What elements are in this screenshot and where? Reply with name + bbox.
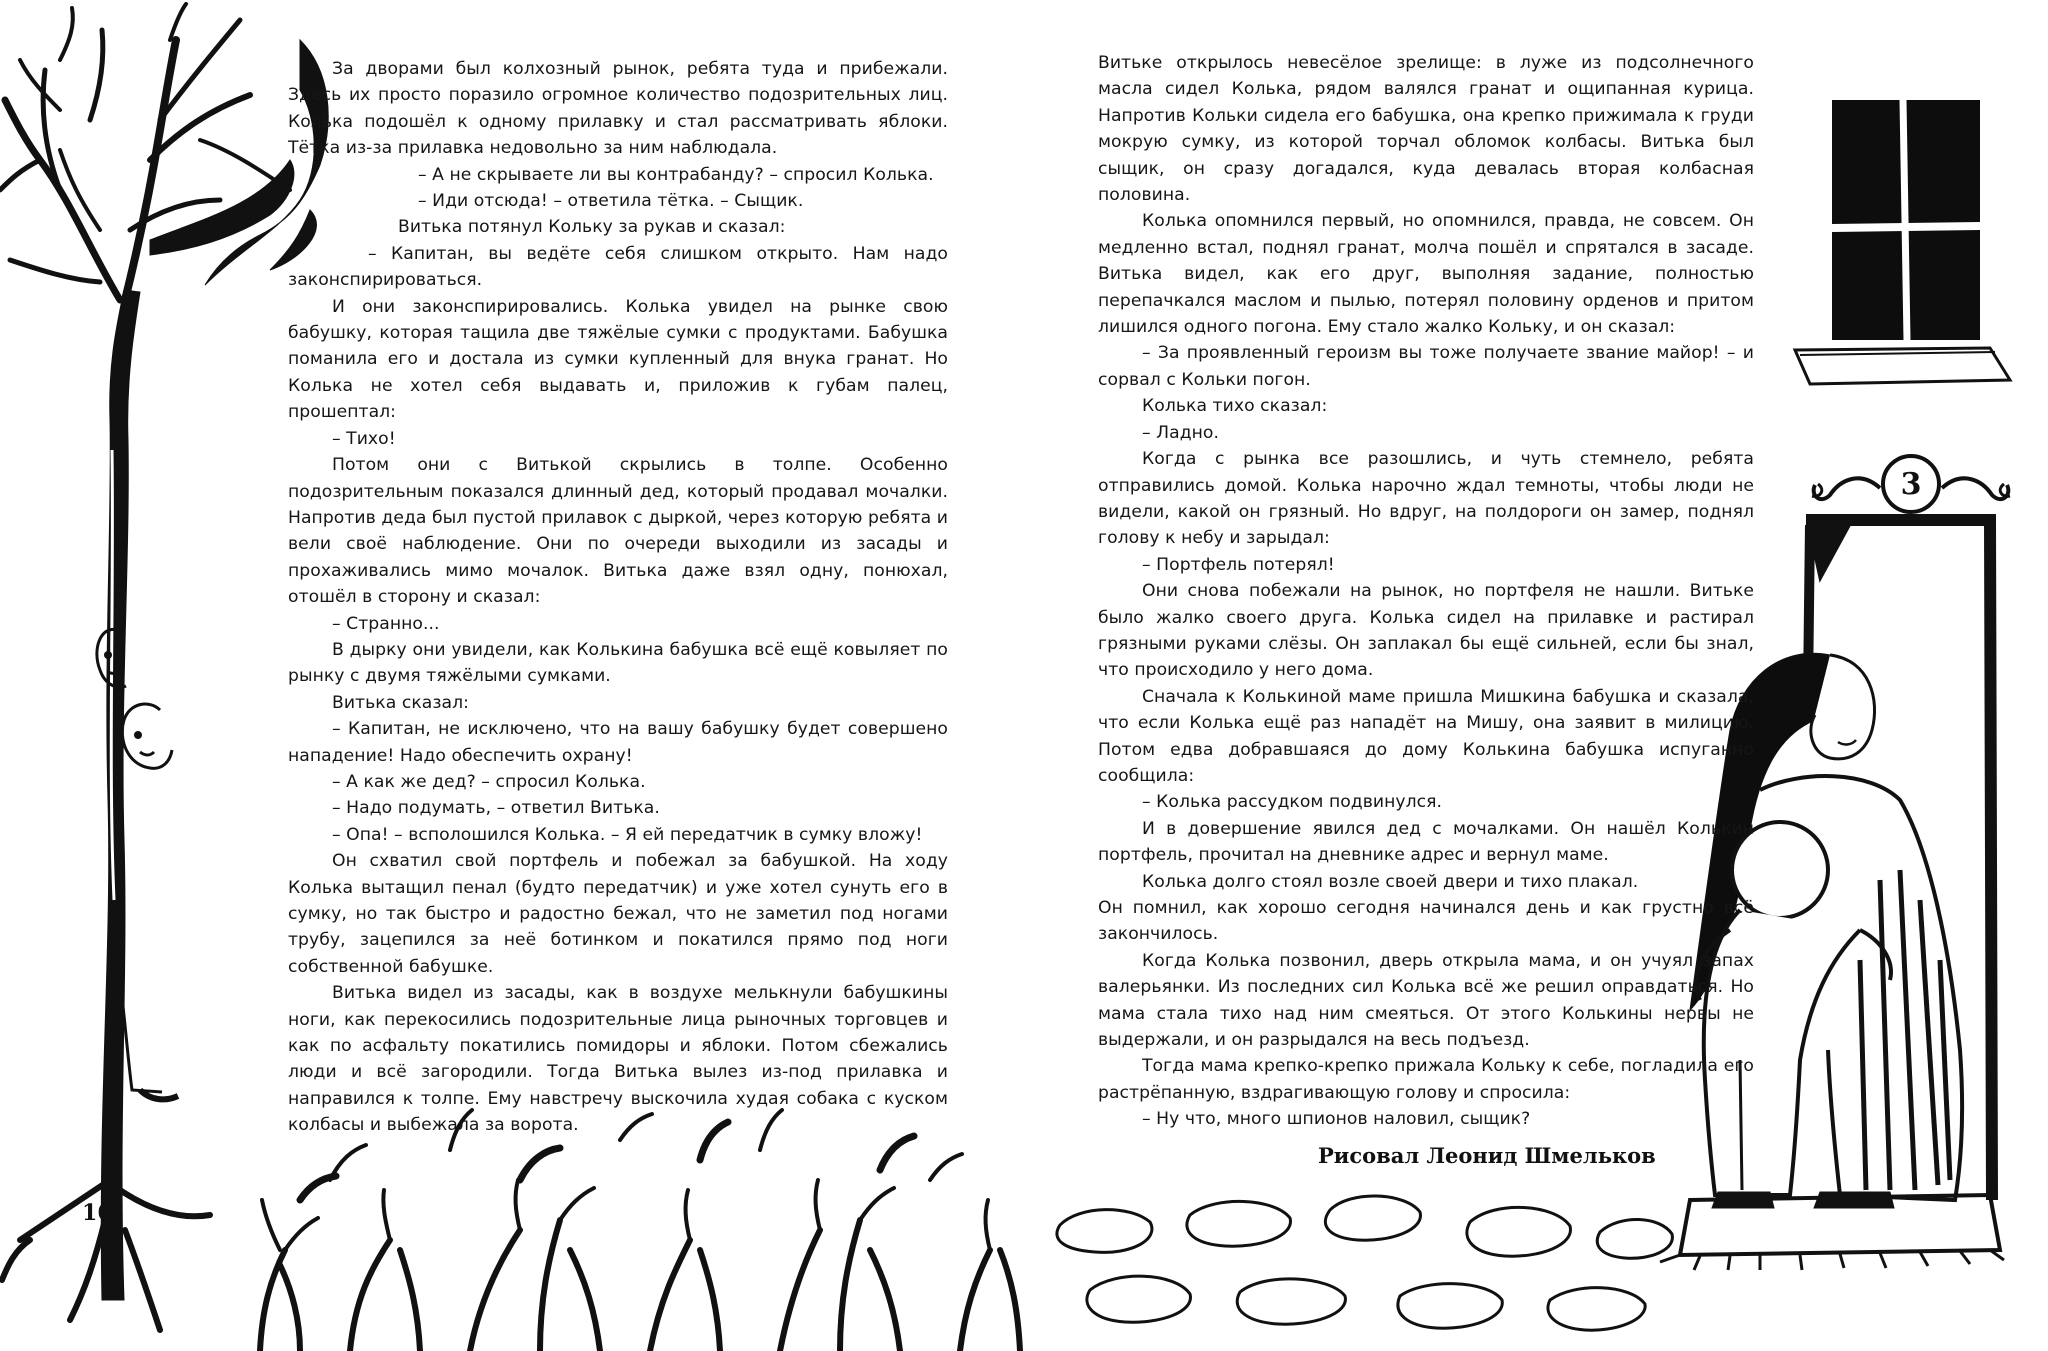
paragraph: Они снова побежали на рынок, но портфеля не нашли. Витьке было жалко своего друга. Колька сидел на прилавке и растирал грязными руками слёзы. Он заплакал бы ещё сильней, если бы знал, что происходило у него дома. <box>1098 581 1754 681</box>
paragraph: – Капитан, не исключено, что на вашу бабушку будет совершено нападение! Надо обеспечить охрану! <box>288 719 948 766</box>
paragraph: – Странно... <box>332 613 440 634</box>
window-icon <box>1795 100 2010 384</box>
illustrator-credit: Рисовал Леонид Шмельков <box>1318 1143 1656 1168</box>
paragraph: Колька тихо сказал: <box>1142 396 1328 417</box>
paragraph: Витька потянул Кольку за рукав и сказал: <box>398 217 786 238</box>
paragraph: – Ну что, много шпионов наловил, сыщик? <box>1142 1109 1531 1130</box>
paragraph: Он схватил свой портфель и побежал за бабушкой. На ходу Колька вытащил пенал (будто передатчик) и уже хотел сунуть его в сумку, но так быстро и радостно бежал, что не заметил под ногами трубу, зацепился за неё ботинком и покатился прямо под ноги собственной бабушке. <box>288 851 948 977</box>
page-number: 16 <box>82 1200 113 1226</box>
paragraph: За дворами был колхозный рынок, ребята туда и прибежали. Здесь их просто поразило огромное количество подозрительных лиц. Колька подошёл к одному прилавку и стал рассматривать яблоки. Тётка из-за прилавка недовольно за ним наблюдала. <box>288 59 948 159</box>
paragraph: И они законспирировались. Колька увидел на рынке свою бабушку, которая тащила две тяжёлые сумки с продуктами. Бабушка поманила его и достала из сумки купленный для внука гранат. Но Колька не хотел себя выдавать и, приложив к губам палец, прошептал: <box>288 296 948 423</box>
paragraph: Колька опомнился первый, но опомнился, правда, не совсем. Он медленно встал, поднял гранат, молча пошёл и спрятался в засаде. Витька видел, как его друг, выполняя задание, полностью перепачкался маслом и пылью, потерял половину орденов и притом лишился одного погона. Ему стало жалко Кольку, и он сказал: <box>1098 211 1754 338</box>
paragraph: Потом они с Витькой скрылись в толпе. Особенно подозрительным показался длинный дед, который продавал мочалки. Напротив деда был пустой прилавок с дыркой, через которую ребята и вели своё наблюдение. Они по очереди выходили из засады и прохаживались мимо мочалок. Витька даже взял одну, понюхал, отошёл в сторону и сказал: <box>288 455 948 608</box>
paragraph: Он помнил, как хорошо сегодня начинался день и как грустно всё закончилось. <box>1098 898 1754 945</box>
paragraph: – А не скрываете ли вы контрабанду? – спросил Колька. <box>418 164 934 185</box>
paragraph: – Надо подумать, – ответил Витька. <box>332 798 660 819</box>
ink-tree-icon <box>0 4 328 1330</box>
paragraph: – Ладно. <box>1142 422 1220 443</box>
paragraph: – Капитан, вы ведёте себя слишком открыто. Нам надо законспирироваться. <box>288 243 948 291</box>
paragraph: В дырку они увидели, как Колькина бабушка всё ещё ковыляет по рынку с двумя тяжёлыми сумками. <box>288 639 948 687</box>
paragraph: Витьке открылось невесёлое зрелище: в луже из подсолнечного масла сидел Колька, рядом валялся гранат и ощипанная курица. Напротив Кольки сидела его бабушка, она крепко прижимала к груди мокрую сумку, из которой торчал обломок колбасы. Витька был сыщик, он сразу догадался, куда девалась вторая колбасная половина. <box>1098 53 1754 206</box>
grass-tufts-icon <box>260 1110 1020 1351</box>
paragraph: – Портфель потерял! <box>1142 554 1335 575</box>
paragraph: Когда Колька позвонил, дверь открыла мама, и он учуял запах валерьянки. Из последних сил Колька всё же решил оправдаться. Но мама стала тихо над ним смеяться. От этого Колькины нервы не выдержали, и он разрыдался на весь подъезд. <box>1098 950 1754 1051</box>
paragraph: Сначала к Колькиной маме пришла Мишкина бабушка и сказала, что если Колька ещё раз нападёт на Мишу, она заявит в милицию. Потом едва добравшаяся до дому Колькина бабушка испуганно сообщила: <box>1098 686 1754 786</box>
left-page-text <box>288 56 948 1139</box>
paragraph: Тогда мама крепко-крепко прижала Кольку к себе, погладила его растрёпанную, вздрагивающую голову и спросила: <box>1098 1056 1754 1103</box>
right-page-text <box>1098 50 1754 1133</box>
stepping-stones-icon <box>1057 1196 1672 1330</box>
paragraph: – За проявленный героизм вы тоже получаете звание майор! – и сорвал с Кольки погон. <box>1098 343 1754 390</box>
paragraph: – Колька рассудком подвинулся. <box>1142 792 1443 813</box>
paragraph: Колька долго стоял возле своей двери и тихо плакал. <box>1142 871 1639 892</box>
paragraph: – Иди отсюда! – ответила тётка. – Сыщик. <box>418 191 804 212</box>
paragraph: – Опа! – всполошился Колька. – Я ей передатчик в сумку вложу! <box>332 824 923 845</box>
paragraph: – А как же дед? – спросил Колька. <box>332 771 646 792</box>
paragraph: Витька сказал: <box>332 692 469 713</box>
door-number: 3 <box>1900 466 1922 502</box>
paragraph: И в довершение явился дед с мочалками. Он нашёл Колькин портфель, прочитал на дневнике адрес и вернул маме. <box>1098 818 1754 866</box>
paragraph: Когда с рынка все разошлись, и чуть стемнело, ребята отправились домой. Колька нарочно ждал темноты, чтобы люди не видели, какой он грязный. Но вдруг, на полдороги он замер, поднял голову к небу и зарыдал: <box>1098 449 1754 549</box>
paragraph: Витька видел из засады, как в воздухе мелькнули бабушкины ноги, как перекосились подозрительные лица рыночных торговцев и как по асфальту покатились помидоры и яблоки. Потом сбежались люди и всё загородили. Тогда Витька вылез из-под прилавка и направился к толпе. Ему навстречу выскочила худая собака с куском колбасы и выбежала за ворота. <box>288 983 948 1136</box>
paragraph: – Тихо! <box>332 428 396 449</box>
